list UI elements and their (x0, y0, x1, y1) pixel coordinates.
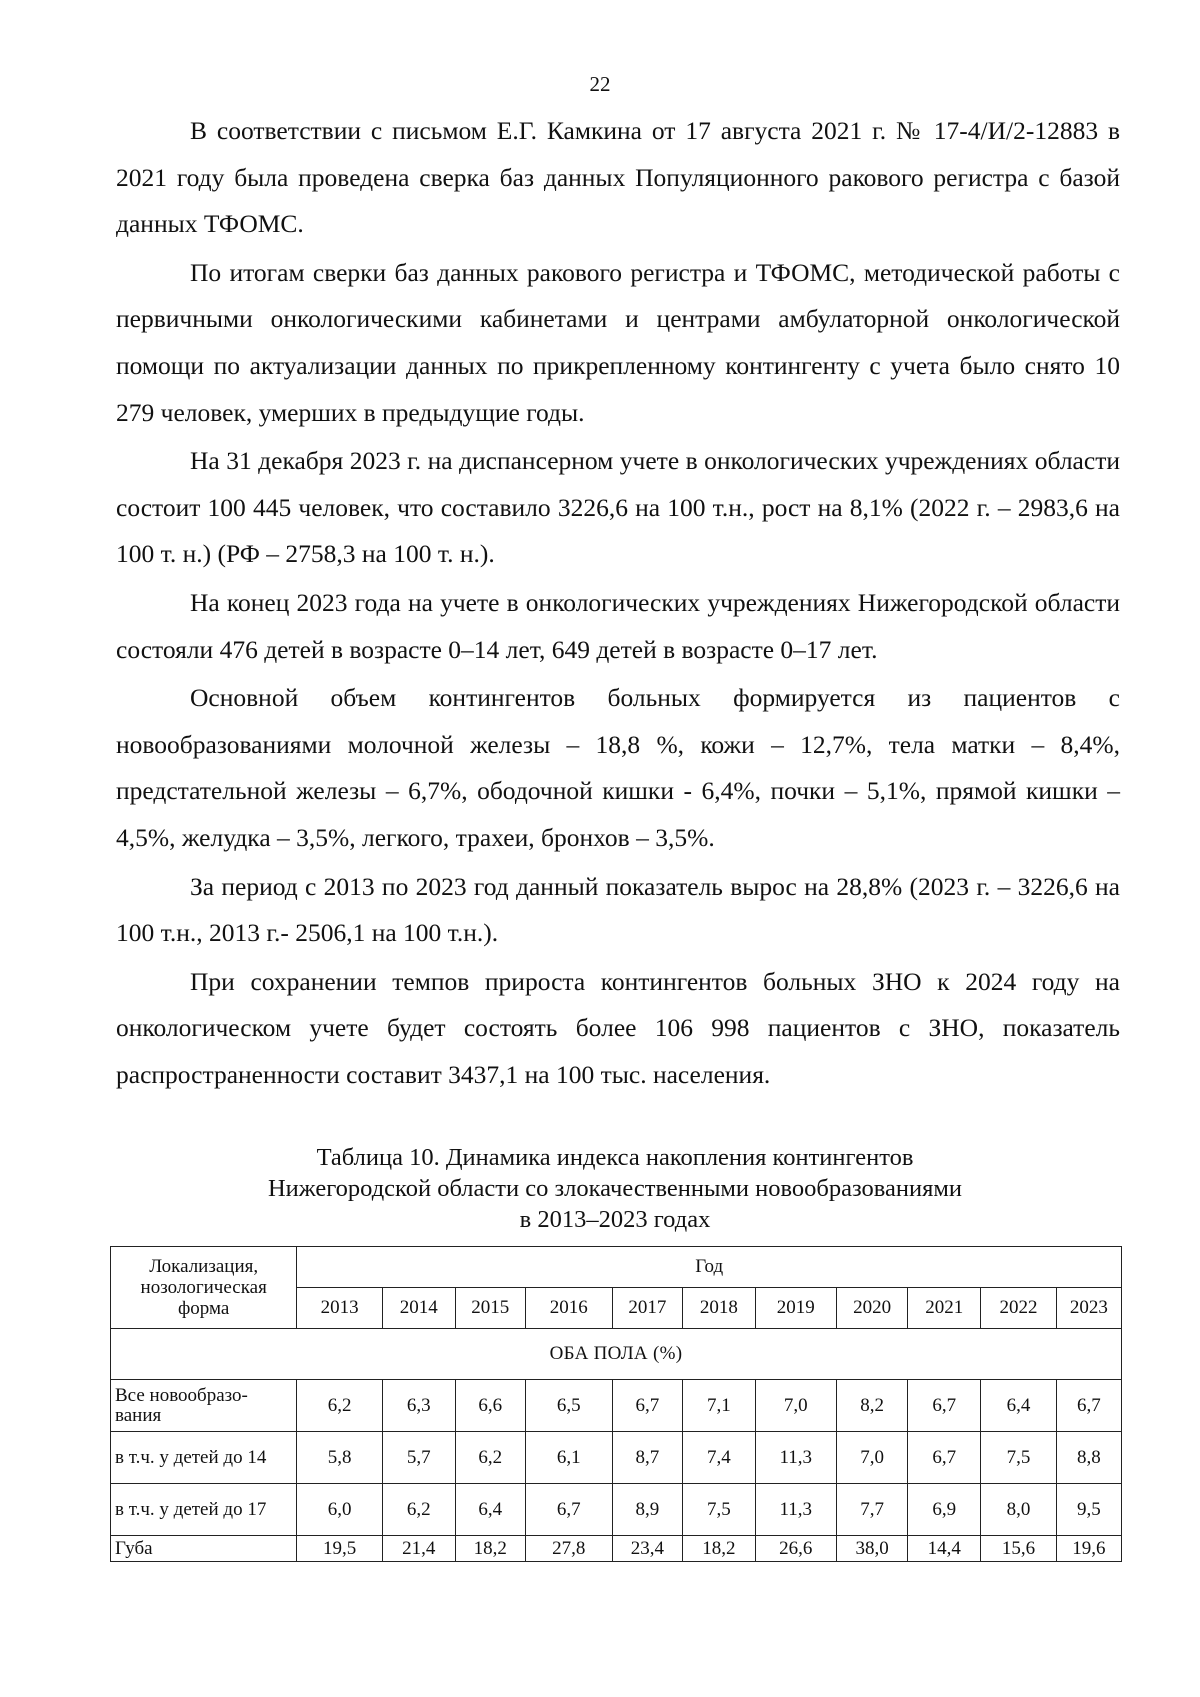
value-cell: 9,5 (1056, 1484, 1121, 1536)
value-cell: 6,0 (297, 1484, 383, 1536)
year-cell: 2019 (755, 1288, 836, 1329)
value-cell: 6,2 (297, 1380, 383, 1432)
paragraph: На конец 2023 года на учете в онкологических учреждениях Нижегородской области состояли 476 детей в возрасте 0–14 лет, 649 детей в возрасте 0–17 лет. (116, 587, 1120, 664)
data-table (110, 1246, 1122, 1562)
page-number: 22 (589, 72, 611, 96)
header-cell-localization: Локализация, нозологическая форма (111, 1247, 297, 1329)
value-cell: 6,9 (908, 1484, 981, 1536)
row-label: в т.ч. у детей до 17 (111, 1484, 297, 1536)
value-cell: 18,2 (683, 1536, 756, 1562)
value-cell: 21,4 (382, 1536, 455, 1562)
value-cell: 26,6 (755, 1536, 836, 1562)
year-cell: 2022 (981, 1288, 1057, 1329)
value-cell: 6,7 (908, 1380, 981, 1432)
value-cell: 6,2 (455, 1432, 525, 1484)
value-cell: 19,6 (1056, 1536, 1121, 1562)
value-cell: 38,0 (836, 1536, 908, 1562)
value-cell: 11,3 (755, 1484, 836, 1536)
table-caption (110, 1142, 1120, 1235)
value-cell: 7,0 (755, 1380, 836, 1432)
year-cell: 2017 (612, 1288, 682, 1329)
body-text (116, 108, 1120, 1100)
value-cell: 18,2 (455, 1536, 525, 1562)
value-cell: 6,3 (382, 1380, 455, 1432)
paragraph: В соответствии с письмом Е.Г. Камкина от 17 августа 2021 г. № 17-4/И/2-12883 в 2021 году была проведена сверка баз данных Популяционного ракового регистра с базой данных ТФОМС. (116, 116, 1120, 239)
paragraph: При сохранении темпов прироста контингентов больных ЗНО к 2024 году на онкологическом учете будет состоять более 106 998 пациентов с ЗНО, показатель распространенности составит 3437,1 на 100 тыс. населения. (116, 966, 1120, 1089)
value-cell: 15,6 (981, 1536, 1057, 1562)
value-cell: 14,4 (908, 1536, 981, 1562)
table-caption-line: Нижегородской области со злокачественными новообразованиями (267, 1175, 963, 1202)
year-cell: 2016 (525, 1288, 612, 1329)
value-cell: 7,0 (836, 1432, 908, 1484)
paragraph: На 31 декабря 2023 г. на диспансерном учете в онкологических учреждениях области состоит 100 445 человек, что составило 3226,6 на 100 т.н., рост на 8,1% (2022 г. – 2983,6 на 100 т. н.) (РФ – 2758,3 на 100 т. н.). (116, 446, 1120, 569)
value-cell: 6,7 (525, 1484, 612, 1536)
value-cell: 7,5 (683, 1484, 756, 1536)
table-row (111, 1380, 1122, 1432)
value-cell: 27,8 (525, 1536, 612, 1562)
value-cell: 5,8 (297, 1432, 383, 1484)
value-cell: 5,7 (382, 1432, 455, 1484)
row-label: в т.ч. у детей до 14 (111, 1432, 297, 1484)
value-cell: 6,7 (908, 1432, 981, 1484)
paragraph: По итогам сверки баз данных ракового регистра и ТФОМС, методической работы с первичными онкологическими кабинетами и центрами амбулаторной онкологической помощи по актуализации данных по прикрепленному контингенту с учета было снято 10 279 человек, умерших в предыдущие годы. (116, 257, 1120, 427)
value-cell: 19,5 (297, 1536, 383, 1562)
value-cell: 7,7 (836, 1484, 908, 1536)
value-cell: 11,3 (755, 1432, 836, 1484)
value-cell: 8,0 (981, 1484, 1057, 1536)
row-label: Все новообразо-вания (111, 1380, 297, 1432)
table-row (111, 1536, 1122, 1562)
value-cell: 6,5 (525, 1380, 612, 1432)
value-cell: 6,6 (455, 1380, 525, 1432)
value-cell: 6,2 (382, 1484, 455, 1536)
value-cell: 6,7 (612, 1380, 682, 1432)
year-cell: 2021 (908, 1288, 981, 1329)
table-caption-line: в 2013–2023 годах (519, 1206, 711, 1233)
value-cell: 8,7 (612, 1432, 682, 1484)
value-cell: 6,7 (1056, 1380, 1121, 1432)
year-cell: 2020 (836, 1288, 908, 1329)
value-cell: 8,8 (1056, 1432, 1121, 1484)
table-section-row (111, 1329, 1122, 1380)
value-cell: 6,4 (455, 1484, 525, 1536)
table-row (111, 1432, 1122, 1484)
year-cell: 2023 (1056, 1288, 1121, 1329)
table-header-row (111, 1247, 1122, 1288)
year-cell: 2013 (297, 1288, 383, 1329)
year-cell: 2014 (382, 1288, 455, 1329)
value-cell: 6,1 (525, 1432, 612, 1484)
value-cell: 6,4 (981, 1380, 1057, 1432)
year-cell: 2015 (455, 1288, 525, 1329)
table-caption-line: Таблица 10. Динамика индекса накопления контингентов (316, 1144, 914, 1171)
section-label: ОБА ПОЛА (%) (111, 1329, 1122, 1380)
value-cell: 7,5 (981, 1432, 1057, 1484)
paragraph: За период с 2013 по 2023 год данный показатель вырос на 28,8% (2023 г. – 3226,6 на 100 т.н., 2013 г.- 2506,1 на 100 т.н.). (116, 871, 1120, 948)
paragraph: Основной объем контингентов больных формируется из пациентов с новообразованиями молочной железы – 18,8 %, кожи – 12,7%, тела матки – 8,4%, предстательной железы – 6,7%, ободочной кишки - 6,4%, почки – 5,1%, прямой кишки – 4,5%, желудка – 3,5%, легкого, трахеи, бронхов – 3,5%. (116, 683, 1120, 852)
table-row (111, 1484, 1122, 1536)
header-cell-year: Год (297, 1247, 1122, 1288)
value-cell: 7,4 (683, 1432, 756, 1484)
value-cell: 8,9 (612, 1484, 682, 1536)
value-cell: 23,4 (612, 1536, 682, 1562)
value-cell: 8,2 (836, 1380, 908, 1432)
year-cell: 2018 (683, 1288, 756, 1329)
value-cell: 7,1 (683, 1380, 756, 1432)
row-label: Губа (111, 1536, 297, 1562)
